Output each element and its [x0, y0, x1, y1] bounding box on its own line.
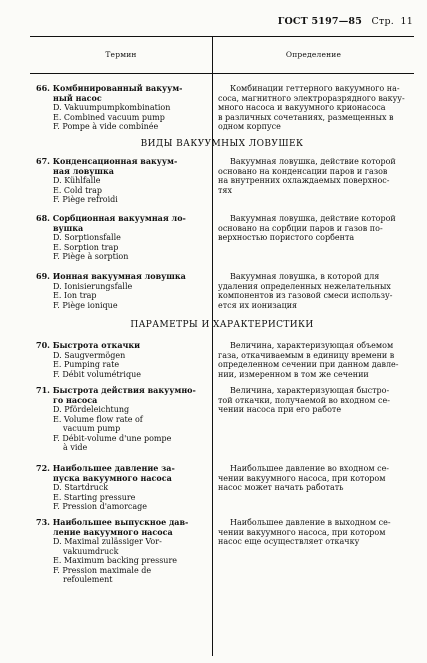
term-entry-72: 72. Наибольшее давление за- пуска вакуумного насоса D. Startdruck E. Starting pressure F. Pression d'amorcage [36, 463, 175, 511]
term-entry-69: 69. Ионная вакуумная ловушка D. Ionisierungsfalle E. Ion trap F. Piège ionique [36, 271, 186, 310]
definition-68: Вакуумная ловушка, действие которой основано на сорбции паров и газов по- верхностью пористого сорбента [218, 214, 396, 242]
term-entry-67: 67. Конденсационная вакуум- ная ловушка D. Kühlfalle E. Cold trap F. Piège refroidi [36, 156, 178, 204]
definition-70: Величина, характеризующая объемом газа, откачиваемым в единицу времени в определенном сечении при данном давле- нии, измеренном в том же сечении [218, 341, 399, 379]
term-entry-68: 68. Сорбционная вакуумная ло- вушка D. Sorptionsfalle E. Sorption trap F. Piège à sorption [36, 213, 186, 261]
definition-71: Величина, характеризующая быстро- той откачки, получаемой во входном се- чении насоса при его работе [218, 386, 390, 414]
definition-66: Комбинации геттерного вакуумного на- coca, магнитного электроразрядного вакуу- много насоса и вакуумного крионасоса в различных сочетаниях, размещенных в одном корпусе [218, 84, 405, 131]
page-number: 11 [400, 16, 413, 27]
definition-69: Вакуумная ловушка, в которой для удаления определенных нежелательных компонентов из газовой смеси использу- ется их ионизация [218, 272, 393, 310]
column-header-definition: Определение [285, 50, 342, 59]
column-header-term: Термин [105, 50, 137, 59]
definition-72: Наибольшее давление во входном се- чении вакуумного насоса, при котором насос может начать работать [218, 464, 390, 492]
definition-67: Вакуумная ловушка, действие которой основано на конденсации паров и газов на внутренних охлаждаемых поверхнос- тях [218, 157, 396, 195]
term-entry-71: 71. Быстрота действия вакуумно- го насоса D. Pfördeleichtung E. Volume flow rate of vacuum pump F. Débit-volume d'une pompe à vide [36, 385, 196, 452]
column-divider [212, 36, 213, 656]
section-title-parameters: ПАРАМЕТРЫ И ХАРАКТЕРИСТИКИ [130, 320, 314, 330]
term-entry-70: 70. Быстрота откачки D. Saugvermögen E. Pumping rate F. Débit volumétrique [36, 340, 141, 379]
definition-73: Наибольшее давление в выходном се- чении вакуумного насоса, при котором насос еще осуществляет откачку [218, 518, 391, 546]
term-entry-73: 73. Наибольшее выпускное дав- ление вакуумного насоса D. Maximal zulässiger Vor- vakuumdruck E. Maximum backing pressure F. Pression maximale de refoulement [36, 517, 189, 584]
page-label: Стр. [371, 16, 394, 27]
standard-code: ГОСТ 5197—85 [277, 16, 363, 27]
section-title-traps: ВИДЫ ВАКУУМНЫХ ЛОВУШЕК [140, 139, 304, 149]
term-entry-66: 66. Комбинированный вакуум- ный насос D. Vakuumpumpkombination E. Combined vacuum pump F. Pompe à vide combinée [36, 83, 183, 131]
page-header [278, 16, 413, 27]
